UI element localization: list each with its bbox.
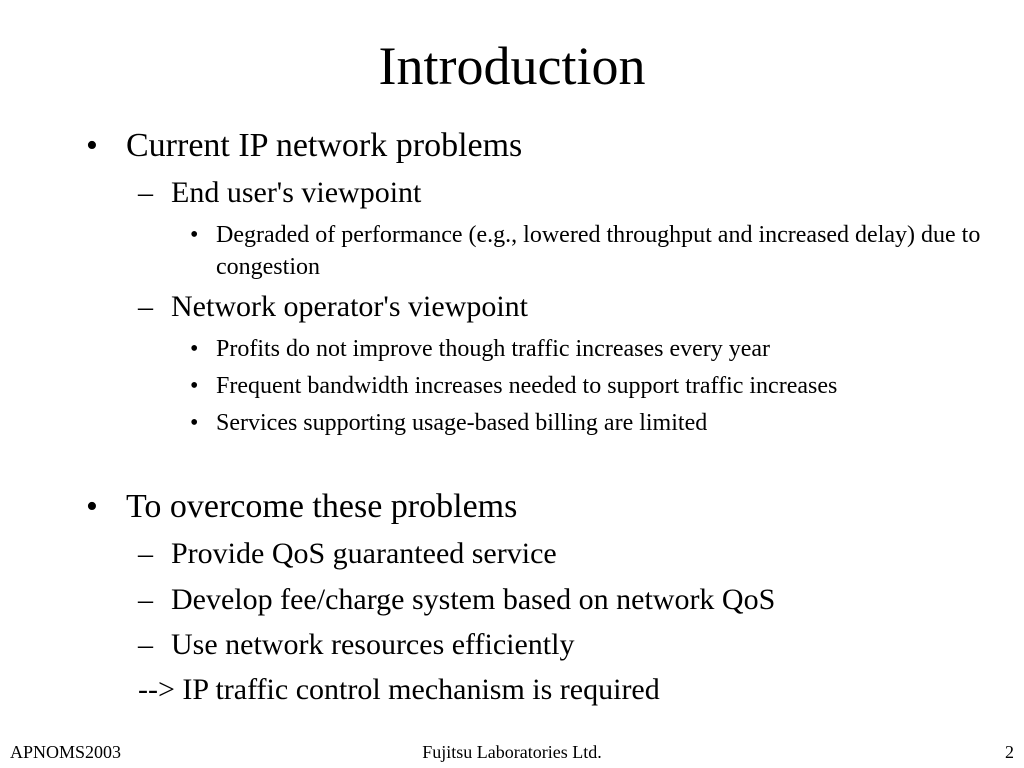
slide-title: Introduction [378,36,646,96]
footer-left: APNOMS2003 [10,742,122,762]
bullet-marker: • [190,410,199,436]
conclusion-line [138,672,978,708]
sub-sub-bullet-profits [190,333,990,365]
bullet-current-ip-problems [86,126,986,166]
sub-sub-bullet-text: Profits do not improve though traffic increases every year [216,336,771,362]
bullet-text: To overcome these problems [126,488,518,525]
page-number: 2 [1005,742,1014,762]
sub-bullet-fee-charge [138,582,978,618]
sub-bullet-text: Use network resources efficiently [171,628,575,661]
dash-marker: – [138,176,153,209]
bullet-overcome-problems [86,487,986,527]
sub-bullet-text: Develop fee/charge system based on network QoS [171,583,776,616]
sub-sub-bullet-text: Degraded of performance (e.g., lowered throughput and increased delay) due to congestion [216,222,981,280]
footer-center: Fujitsu Laboratories Ltd. [422,742,602,762]
sub-sub-bullet-degraded-performance [190,219,990,283]
sub-sub-bullet-text: Services supporting usage-based billing are limited [216,410,708,436]
sub-bullet-text: Network operator's viewpoint [171,290,528,323]
sub-sub-bullet-bandwidth [190,370,990,402]
sub-bullet-text: End user's viewpoint [171,176,422,209]
sub-bullet-end-user [138,175,978,211]
sub-bullet-qos-service [138,536,978,572]
bullet-marker: • [86,488,98,525]
dash-marker: – [138,628,153,661]
dash-marker: – [138,537,153,570]
bullet-marker: • [190,336,199,362]
dash-marker: – [138,290,153,323]
conclusion-text: --> IP traffic control mechanism is required [138,673,660,706]
sub-bullet-resources [138,627,978,663]
bullet-marker: • [190,222,199,248]
sub-bullet-network-operator [138,289,978,325]
sub-bullet-text: Provide QoS guaranteed service [171,537,557,570]
bullet-marker: • [190,373,199,399]
sub-sub-bullet-billing [190,407,990,439]
bullet-marker: • [86,127,98,164]
dash-marker: – [138,583,153,616]
sub-sub-bullet-text: Frequent bandwidth increases needed to support traffic increases [216,373,838,399]
bullet-text: Current IP network problems [126,127,523,164]
